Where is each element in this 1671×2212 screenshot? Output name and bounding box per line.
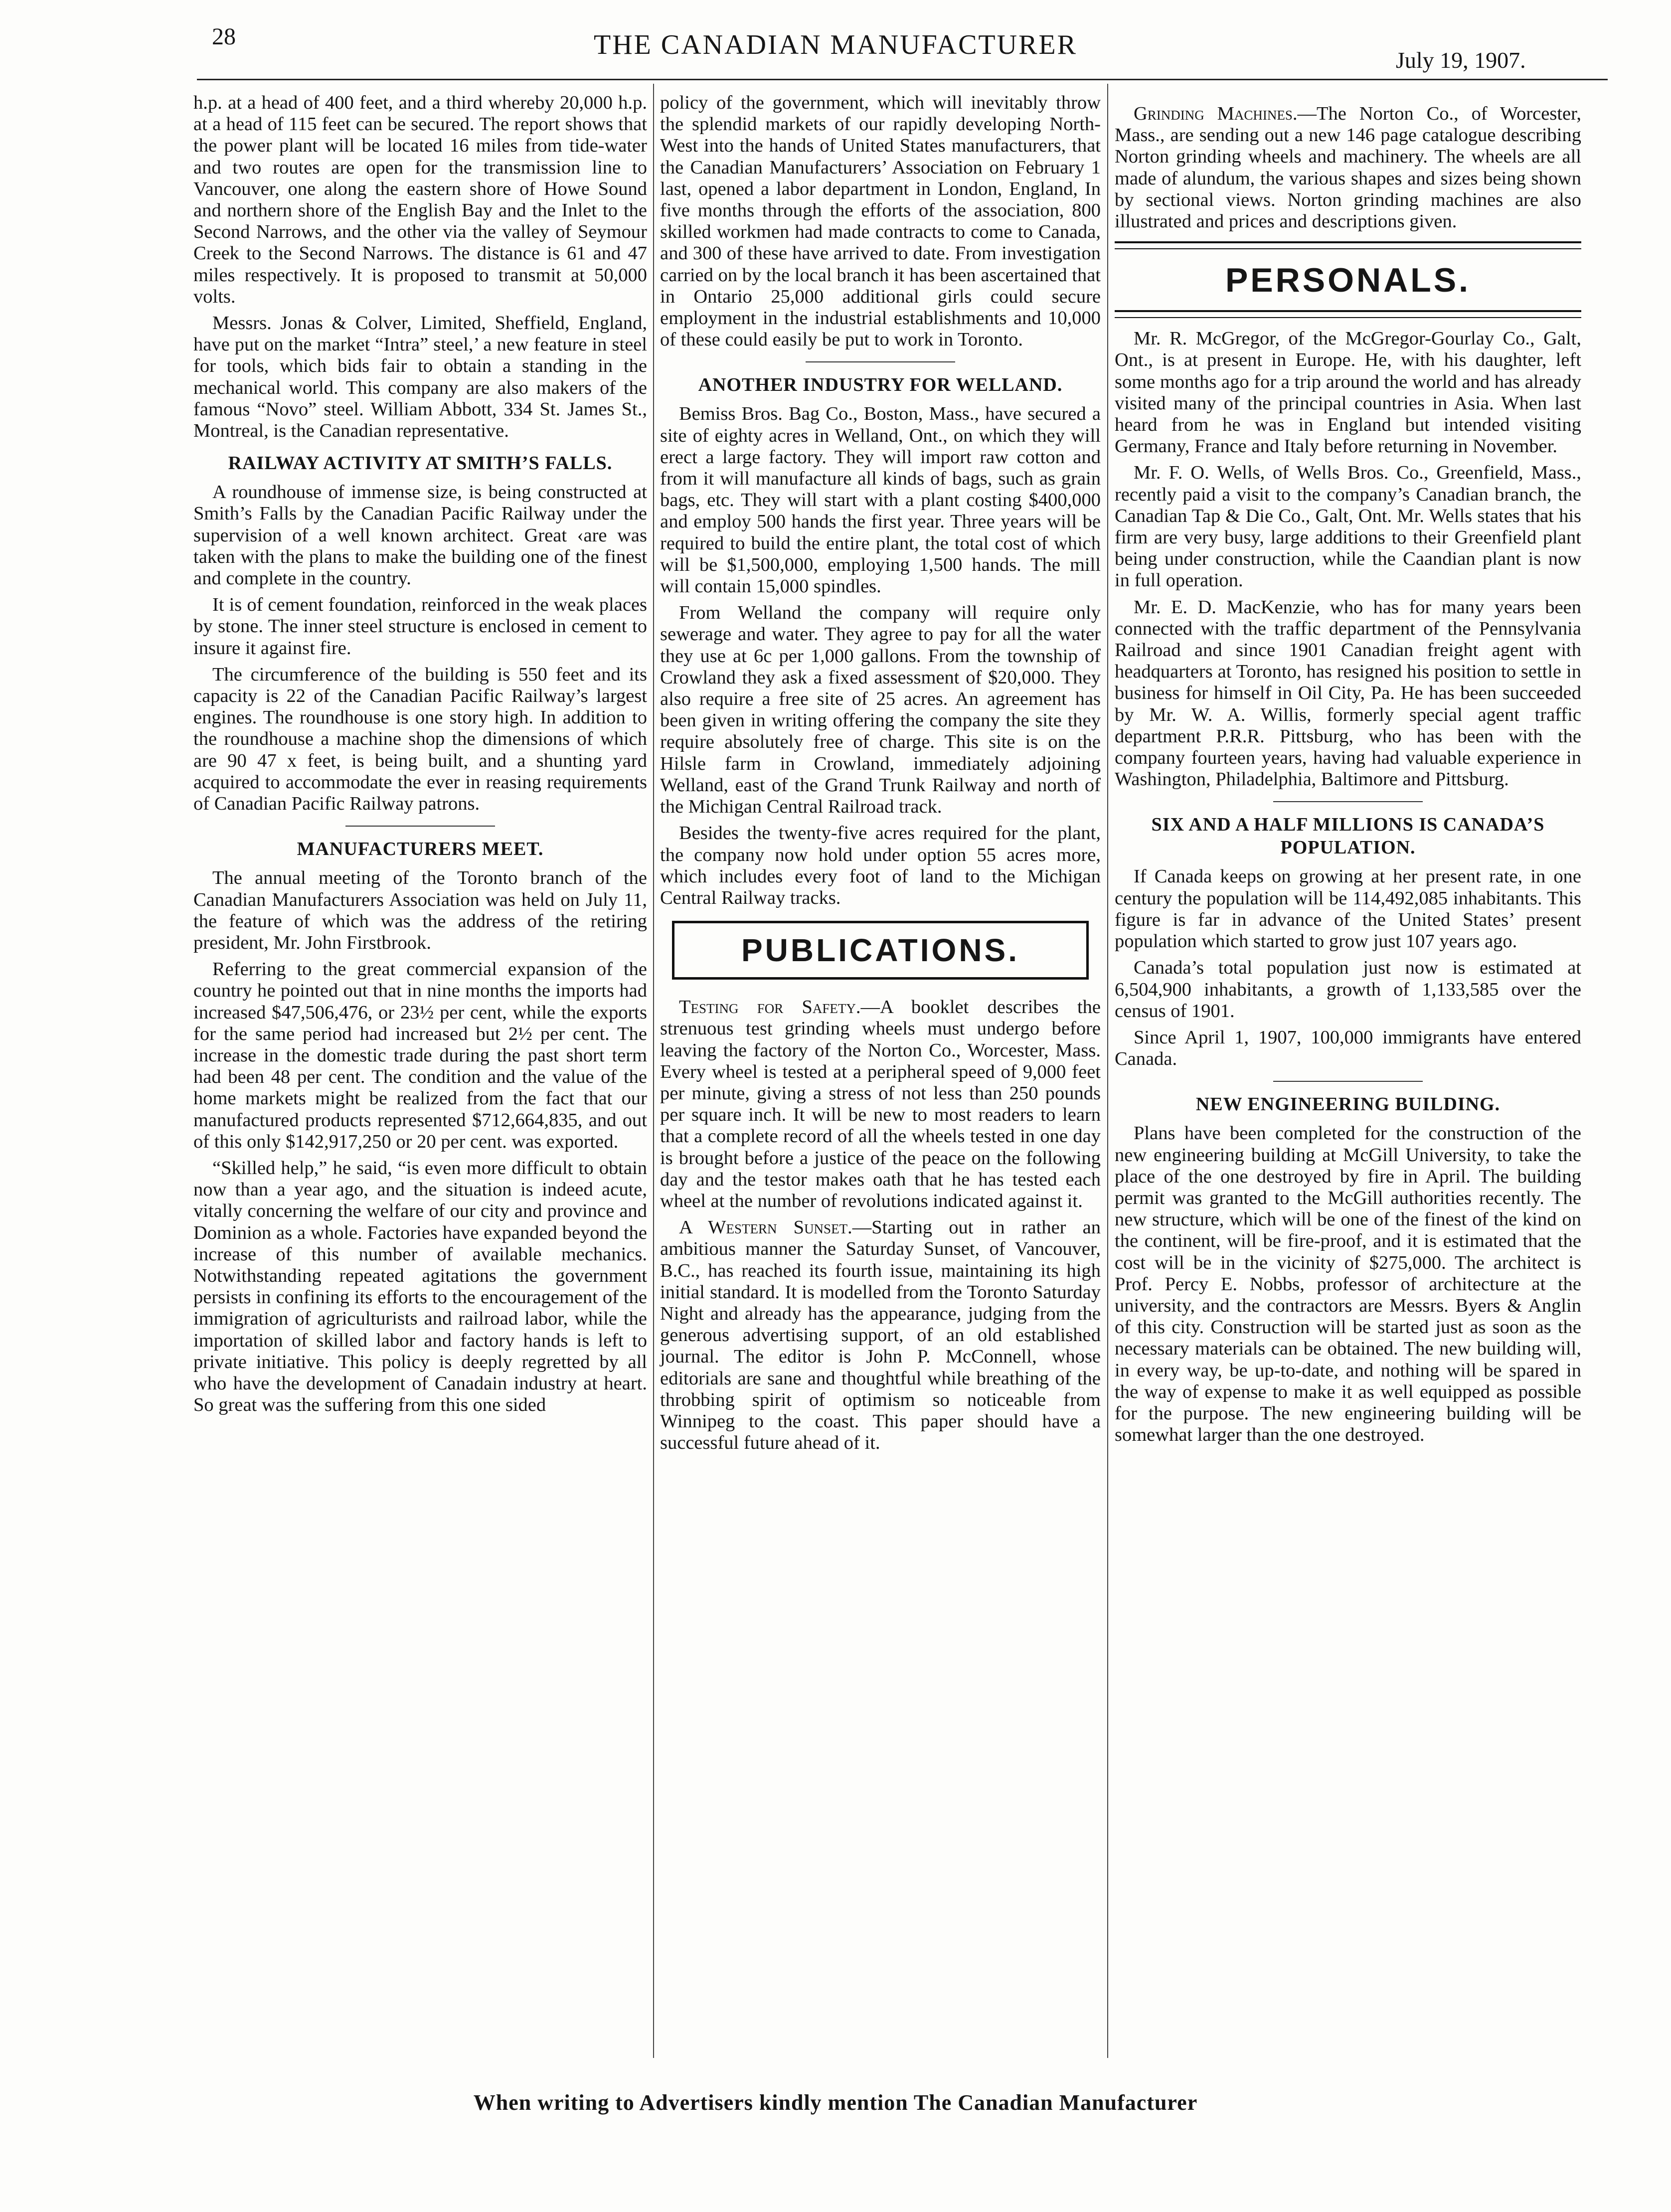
item-body: —A booklet describes the strenuous test grinding wheels must undergo before leaving the factory of the Norton Co., Worcester, Mass. Every wheel is tested at a peripheral speed of 9,000 feet per minute, giving a stress of not less than 250 pounds per square inch. It will be new to most readers to learn that a complete record of all the wheels tested in one day is brought before a justice of the peace on the following day and the testor makes oath that he has tested each wheel at the number of revolutions indicated against it. — [660, 997, 1101, 1211]
section-divider — [345, 826, 495, 827]
article-text: Mr. E. D. MacKenzie, who has for many years been connected with the traffic department of the Pennsylvania Railroad and since 1901 Canadian freight agent with headquarters at Toronto, has resigned his position to settle in business for himself in Oil City, Pa. He has been succeeded by Mr. W. A. Willis, formerly special agent traffic department P.R.R. Pittsburg, who has been with the company fourteen years, having had valuable experience in Washington, Philadelphia, Baltimore and Pittsburg. — [1115, 596, 1581, 790]
issue-date: July 19, 1907. — [1396, 47, 1526, 73]
column-divider-2 — [1107, 84, 1108, 2058]
column-3 — [1115, 92, 1581, 1451]
article-text: From Welland the company will require only sewerage and water. They agree to pay for all the water they use at 6c per 1,000 gallons. From the township of Crowland they ask a fixed assessment of $20,000. They also require a free site of 25 acres. An agreement has been given in writing offering the company the site they require absolutely free of charge. This site is on the Hilsle farm in Crowland, immediately adjoining Welland, east of the Grand Trunk Railway and north of the Michigan Central Railroad track. — [660, 602, 1101, 818]
article-text: The annual meeting of the Toronto branch of the Canadian Manufacturers Association was held on July 11, the feature of which was the address of the retiring president, Mr. John Firstbrook. — [193, 867, 647, 953]
header-rule — [197, 79, 1608, 80]
article-text: h.p. at a head of 400 feet, and a third whereby 20,000 h.p. at a head of 115 feet can be secured. The report shows that the power plant will be located 16 miles from tide-water and two routes are open for the transmission line to Vancouver, one along the eastern shore of Howe Sound and northern shore of the English Bay and the Inlet to the Second Narrows, and the other via the valley of Seymour Creek to the Second Narrows. The distance is 61 and 47 miles respectively. It is proposed to transmit at 50,000 volts. — [193, 92, 647, 307]
article-heading-population: SIX AND A HALF MILLIONS IS CANADA’S POPULATION. — [1151, 814, 1545, 858]
section-heading-personals: PERSONALS. — [1225, 261, 1471, 300]
double-rule — [1115, 241, 1581, 249]
article-text — [660, 997, 1101, 1212]
section-divider — [1273, 801, 1423, 802]
masthead-title: THE CANADIAN MANUFACTURER — [594, 29, 1077, 60]
column-1 — [193, 92, 647, 1421]
article-heading-railway: RAILWAY ACTIVITY AT SMITH’S FALLS. — [228, 453, 613, 474]
article-text — [1115, 103, 1581, 232]
article-text: Mr. R. McGregor, of the McGregor-Gourlay Co., Galt, Ont., is at present in Europe. He, with his daughter, left some months ago for a trip around the world and has already visited many of the principal countries in Asia. When last heard from he was in England but intended visiting Germany, France and Italy before returning in November. — [1115, 328, 1581, 457]
article-heading-engineering: NEW ENGINEERING BUILDING. — [1195, 1094, 1501, 1115]
article-text: Referring to the great commercial expansion of the country he pointed out that in nine months the imports had increased $47,506,476, or 23½ per cent, while the exports for the same period had increased but 2½ per cent. The increase in the domestic trade during the past short term had been 48 per cent. The condition and the value of the home markets might be realized from the fact that our manufactured products represented $712,664,835, and out of this only $142,917,250 or 20 per cent. was exported. — [193, 959, 647, 1152]
page-header — [0, 0, 1671, 85]
column-divider-1 — [653, 84, 654, 2058]
article-text: Besides the twenty-five acres required for the plant, the company now hold under option 55 acres more, which includes every foot of land to the Michigan Central Railway tracks. — [660, 823, 1101, 908]
article-text — [660, 1217, 1101, 1454]
article-text: Mr. F. O. Wells, of Wells Bros. Co., Greenfield, Mass., recently paid a visit to the company’s Canadian branch, the Canadian Tap & Die Co., Galt, Ont. Mr. Wells states that his firm are very busy, large additions to their Greenfield plant being under construction, while the Caandian plant is now in full operation. — [1115, 462, 1581, 591]
article-text: If Canada keeps on growing at her present rate, in one century the population will be 114,492,085 inhabitants. This figure is far in advance of the United States’ present population which started to grow just 107 years ago. — [1115, 866, 1581, 952]
item-body: —The Norton Co., of Worcester, Mass., are sending out a new 146 page catalogue describing Norton grinding wheels and machinery. The wheels are all made of alundum, the various shapes and sizes being shown by sectional views. Norton grinding machines are also illustrated and prices and descriptions given. — [1115, 103, 1582, 232]
section-divider — [806, 361, 955, 362]
article-text: Canada’s total population just now is estimated at 6,504,900 inhabitants, a growth of 1,133,585 over the census of 1901. — [1115, 957, 1581, 1021]
article-text: It is of cement foundation, reinforced in the weak places by stone. The inner steel structure is enclosed in cement to insure it against fire. — [193, 594, 647, 659]
article-text: policy of the government, which will inevitably throw the splendid markets of our rapidly developing North-West into the hands of United States manufacturers, that the Canadian Manufacturers’ Association on February 1 last, opened a labor department in London, England, In five months through the efforts of the association, 800 skilled workmen had made contracts to come to Canada, and 300 of these have arrived to date. From investigation carried on by the local branch it has been ascertained that in Ontario 25,000 additional girls could secure employment in the industrial establishments and 10,000 of these could easily be put to work in Toronto. — [660, 92, 1101, 350]
column-2 — [660, 92, 1101, 1459]
item-body: —Starting out in rather an ambitious manner the Saturday Sunset, of Vancouver, B.C., has reached its fourth issue, maintaining its high initial standard. It is modelled from the Toronto Saturday Night and already has the appearance, judging from the generous advertising support, of an old established journal. The editor is John P. McConnell, whose editorials are sane and thoughtful while breathing of the throbbing spirit of optimism so noticeable from Winnipeg to the coast. This paper should have a successful future ahead of it. — [660, 1217, 1101, 1454]
article-text: “Skilled help,” he said, “is even more difficult to obtain now than a year ago, and the situation is indeed acute, vitally concerning the welfare of our city and province and Dominion as a whole. Factories have expanded beyond the increase of this number of available mechanics. Notwithstanding repeated agitations the government persists in confining its efforts to the encouragement of the immigration of agriculturists and railroad labor, while the importation of skilled labor and factory hands is left to private initiative. This policy is deeply regretted by all who have the development of Canadain industry at heart. So great was the suffering from this one sided — [193, 1157, 647, 1416]
article-text: Plans have been completed for the construction of the new engineering building at McGill University, to take the place of the one destroyed by fire in April. The building permit was granted to the McGill authorities recently. The new structure, which will be one of the finest of the kind on the continent, will be fire-proof, and it is estimated that the cost will be in the vicinity of $275,000. The architect is Prof. Percy E. Nobbs, professor of architecture at the university, and the contractors are Messrs. Byers & Anglin of this city. Construction will be started just as soon as the necessary materials can be obtained. The new building will, in every way, be up-to-date, and nothing will be spared in the way of expense to make it as well equipped as possible for the purpose. The new engineering building will be somewhat larger than the one destroyed. — [1115, 1123, 1581, 1446]
article-text: The circumference of the building is 550 feet and its capacity is 22 of the Canadian Pacific Railway’s largest engines. The roundhouse is one story high. In addition to the roundhouse a machine shop the dimensions of which are 90 47 x feet, is being built, and a shunting yard acquired to accommodate the ever in reasing requirements of Canadian Pacific Railway patrons. — [193, 664, 647, 815]
article-text: Since April 1, 1907, 100,000 immigrants have entered Canada. — [1115, 1026, 1581, 1070]
article-text: Messrs. Jonas & Colver, Limited, Sheffield, England, have put on the market “Intra” steel,’ a new feature in steel for tools, which bids fair to obtain a standing in the mechanical world. This company are also makers of the famous “Novo” steel. William Abbott, 334 St. James St., Montreal, is the Canadian representative. — [193, 313, 647, 442]
double-rule — [1115, 310, 1581, 318]
article-text: A roundhouse of immense size, is being constructed at Smith’s Falls by the Canadian Pacific Railway under the supervision of a well known architect. Great ‹are was taken with the plans to make the building one of the finest and complete in the country. — [193, 482, 647, 589]
article-heading-welland: ANOTHER INDUSTRY FOR WELLAND. — [698, 374, 1063, 396]
item-lead: A Western Sunset. — [679, 1217, 852, 1238]
item-lead: Grinding Machines. — [1134, 103, 1298, 124]
footer-advertiser-note: When writing to Advertisers kindly mention The Canadian Manufacturer — [473, 2090, 1198, 2115]
item-lead: Testing for Safety. — [679, 997, 861, 1018]
page-number: 28 — [212, 23, 236, 50]
section-heading-publications: PUBLICATIONS. — [672, 921, 1089, 980]
section-divider — [1273, 1081, 1423, 1082]
article-heading-meet: MANUFACTURERS MEET. — [297, 839, 544, 860]
article-text: Bemiss Bros. Bag Co., Boston, Mass., have secured a site of eighty acres in Welland, Ont., on which they will erect a large factory. They will import raw cotton and from it will manufacture all kinds of bags, such as grain bags, etc. They will start with a plant costing $400,000 and employ 500 hands the first year. Three years will be required to build the entire plant, the total cost of which will be $1,500,000, employing 1,500 hands. The mill will contain 15,000 spindles. — [660, 403, 1101, 597]
